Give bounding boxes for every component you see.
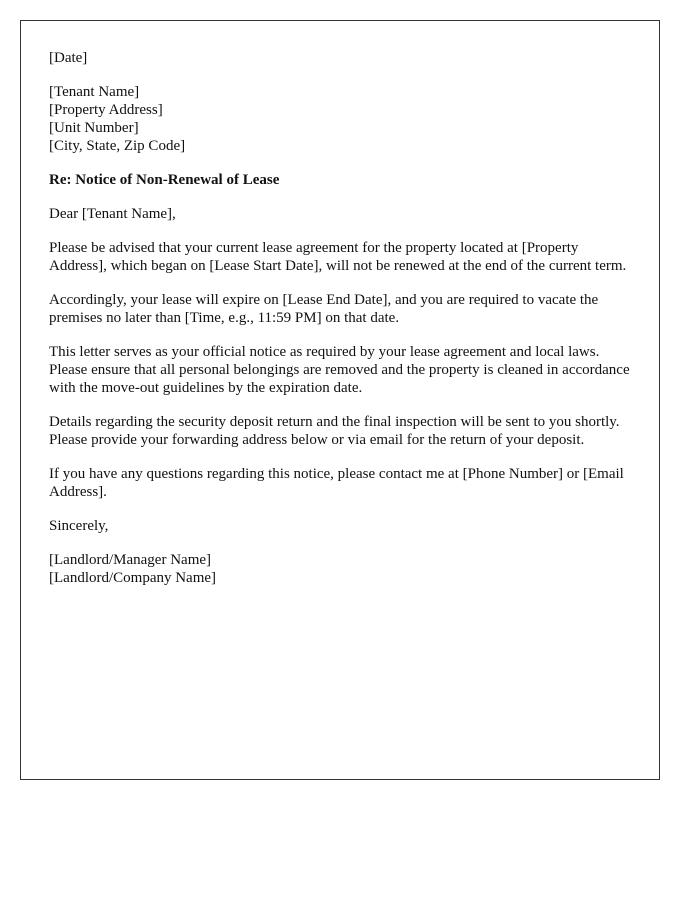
signature-block [49,551,633,587]
body-paragraph-expiration: Accordingly, your lease will expire on [Lease End Date], and you are required to vacate the premises no later than [Time, e.g., 11:59 PM] on that date. [49,292,599,326]
recipient-unit-number: [Unit Number] [49,120,139,136]
body-paragraph-contact: If you have any questions regarding this notice, please contact me at [Phone Number] or [Email Address]. [49,466,624,500]
salutation: Dear [Tenant Name], [49,206,176,222]
closing: Sincerely, [49,518,109,534]
signature-name: [Landlord/Manager Name] [49,552,212,568]
date-block [49,49,633,67]
recipient-address-block [49,83,633,155]
letter-page [20,20,660,780]
subject-line: Re: Notice of Non-Renewal of Lease [49,172,280,188]
body-paragraph-official-notice: This letter serves as your official notice as required by your lease agreement and local laws. Please ensure that all personal belongings are removed and the property is cleaned in accordance with the move-out guidelines by the expiration date. [49,344,630,396]
recipient-name: [Tenant Name] [49,84,140,100]
body-paragraph-deposit: Details regarding the security deposit return and the final inspection will be sent to you shortly. Please provide your forwarding address below or via email for the return of your deposit. [49,414,620,448]
letter-body [49,49,633,603]
letter-date: [Date] [49,50,88,66]
signature-company: [Landlord/Company Name] [49,570,217,586]
body-paragraph-notice: Please be advised that your current lease agreement for the property located at [Property Address], which began on [Lease Start Date], will not be renewed at the end of the current term. [49,240,627,274]
recipient-property-address: [Property Address] [49,102,163,118]
recipient-city-state-zip: [City, State, Zip Code] [49,138,186,154]
